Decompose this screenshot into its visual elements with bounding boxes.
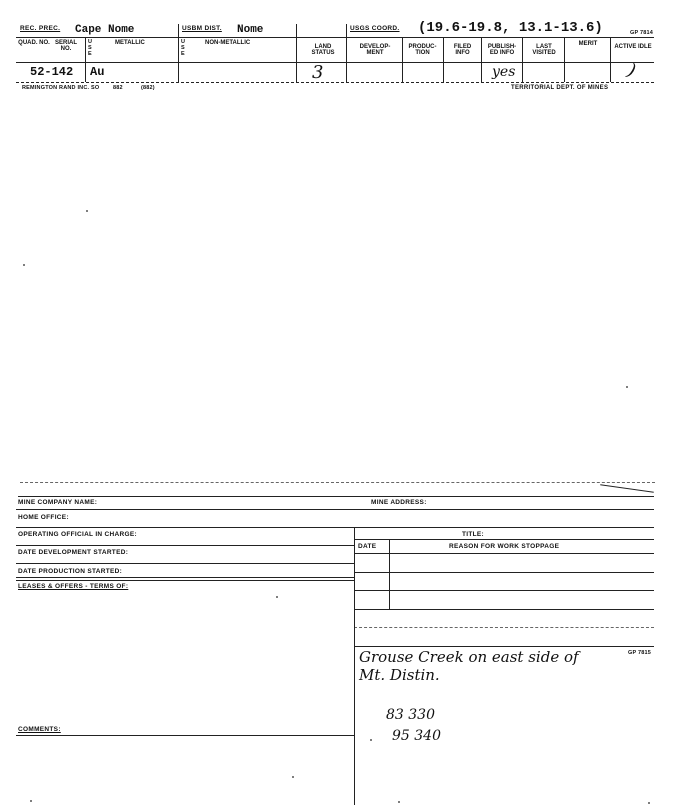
last-visited-label: LAST VISITED — [532, 44, 556, 56]
operating-official-label: OPERATING OFFICIAL IN CHARGE: — [18, 531, 137, 538]
printer-imprint: REMINGTON RAND INC. SO — [22, 85, 100, 91]
handwritten-location-note-2: Mt. Distin. — [359, 666, 440, 684]
use-label-nonmetallic: U S E — [181, 39, 186, 57]
mine-company-name-label: MINE COMPANY NAME: — [18, 499, 98, 506]
printer-code: 882 — [113, 85, 123, 91]
printer-code-2: (882) — [141, 85, 155, 91]
title-label: TITLE: — [462, 531, 485, 538]
handwritten-coordinate-2: 95 340 — [392, 728, 441, 744]
handwritten-location-note: Grouse Creek on east side of — [359, 648, 579, 666]
form-number-bottom: GP 7815 — [628, 650, 652, 656]
production-label: PRODUC- TION — [408, 44, 437, 56]
nonmetallic-label: NON-METALLIC — [205, 40, 251, 46]
active-idle-label: ACTIVE IDLE — [614, 44, 652, 50]
land-status-label: LAND STATUS — [311, 44, 335, 56]
date-development-started-label: DATE DEVELOPMENT STARTED: — [18, 549, 129, 556]
usbm-dist-value: Nome — [237, 24, 264, 36]
reason-work-stoppage-label: REASON FOR WORK STOPPAGE — [449, 543, 560, 550]
development-label: DEVELOP- MENT — [359, 44, 391, 56]
land-status-value: 3 — [312, 62, 324, 83]
merit-label: MERIT — [578, 41, 598, 47]
use-label-metallic: U S E — [88, 39, 93, 57]
quad-serial-value: 52-142 — [30, 65, 74, 79]
mine-address-label: MINE ADDRESS: — [371, 499, 427, 506]
published-value: yes — [492, 64, 516, 80]
rec-prec-value: Cape Nome — [75, 24, 135, 36]
date-production-started-label: DATE PRODUCTION STARTED: — [18, 568, 123, 575]
quad-label: QUAD. NO. — [18, 40, 50, 46]
active-idle-value: ) — [624, 59, 639, 82]
filed-info-label: FILED INFO — [453, 44, 472, 56]
leases-offers-label: LEASES & OFFERS - TERMS OF: — [18, 583, 129, 590]
home-office-label: HOME OFFICE: — [18, 514, 69, 521]
metallic-value: Au — [90, 65, 105, 79]
date-column-label: DATE — [358, 543, 377, 550]
metallic-label: METALLIC — [115, 40, 145, 46]
comments-label: COMMENTS: — [18, 726, 61, 733]
serial-label: SERIAL NO. — [54, 40, 77, 52]
usgs-coord-value: (19.6-19.8, 13.1-13.6) — [418, 20, 603, 36]
form-number-top: GP 7814 — [630, 30, 654, 36]
usgs-coord-label: USGS COORD. — [350, 25, 400, 32]
territorial-dept-label: TERRITORIAL DEPT. OF MINES — [511, 85, 609, 91]
usbm-dist-label: USBM DIST. — [182, 25, 222, 32]
rec-prec-label: REC. PREC. — [20, 25, 61, 32]
handwritten-coordinate-1: 83 330 — [386, 707, 435, 723]
published-info-label: PUBLISH- ED INFO — [487, 44, 517, 56]
